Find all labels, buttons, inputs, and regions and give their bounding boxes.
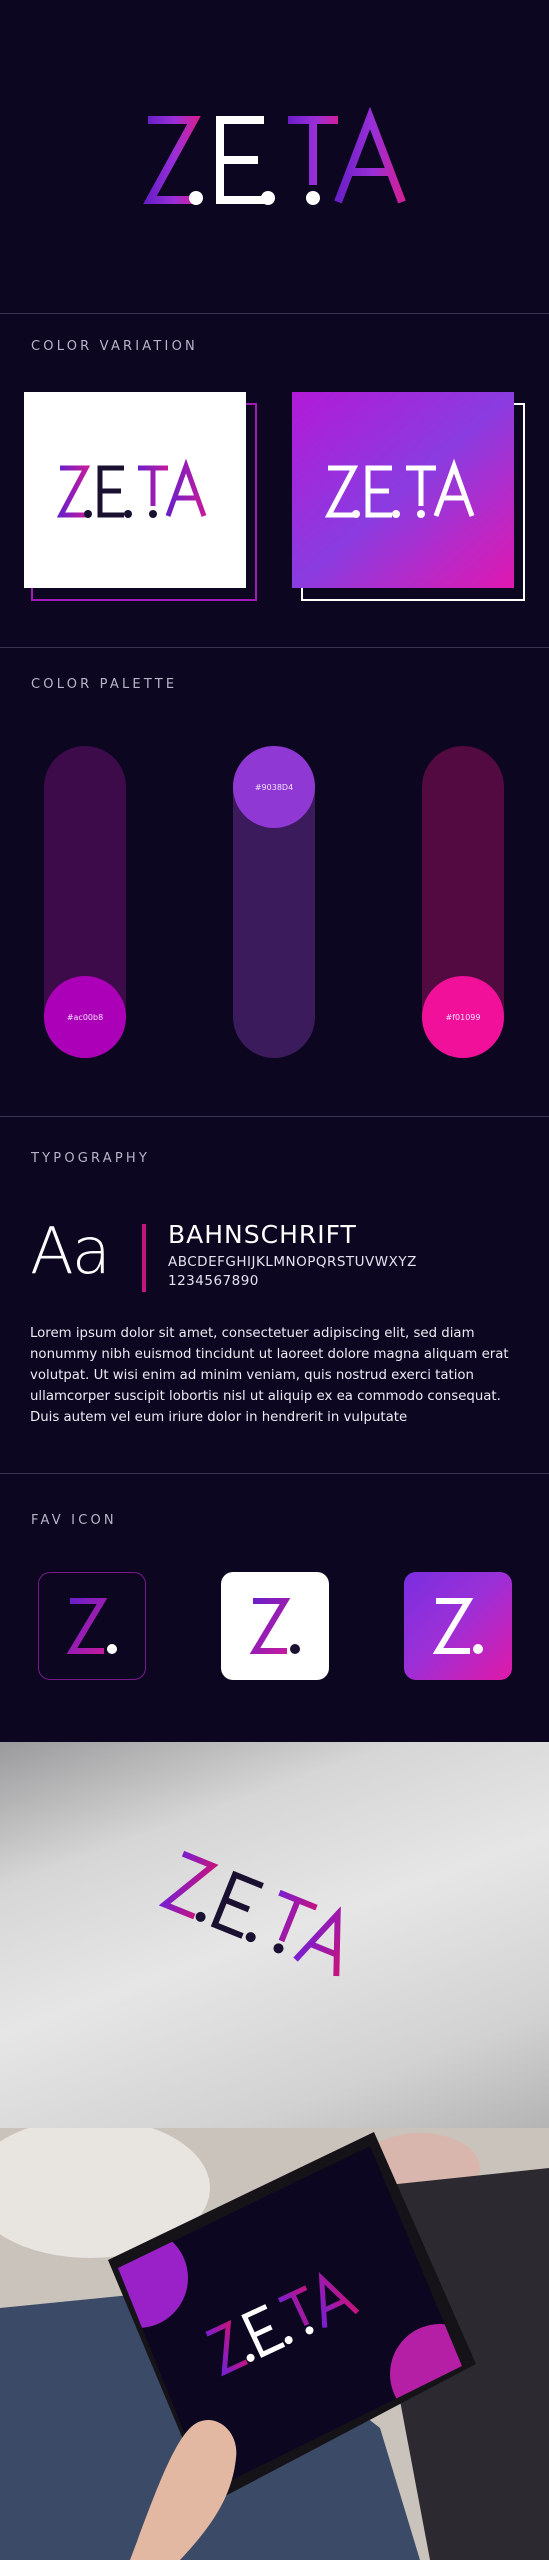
z-logo-icon (245, 1591, 305, 1661)
typeface-digits: 1234567890 (168, 1273, 259, 1289)
divider (0, 313, 549, 314)
typeface-name: BAHNSCHRIFT (168, 1220, 357, 1249)
divider (0, 1473, 549, 1474)
fav-icon-gradient (404, 1572, 512, 1680)
z-logo-icon (62, 1591, 122, 1661)
palette-swatch-1 (44, 976, 126, 1058)
logo-letter-a (338, 118, 402, 202)
section-heading-typography: TYPOGRAPHY (31, 1151, 150, 1166)
gradient-logo-card (292, 392, 514, 588)
paper-mockup (0, 1742, 549, 2128)
logo-letter-z (148, 120, 196, 200)
white-logo-card (24, 392, 246, 588)
logo-dot (261, 191, 275, 205)
palette-swatch-3 (422, 976, 504, 1058)
sample-paragraph: Lorem ipsum dolor sit amet, consectetuer adipiscing elit, sed diam nonummy nibh euismod tincidunt ut laoreet dolore magna aliquam erat volutpat. Ut wisi enim ad minim veniam, quis nostrud exerci tation ullamcorper suscipit lobortis nisl ut aliquip ex ea commodo consequat. Duis autem vel eum iriure dolor in hendrerit in vulputate (30, 1326, 509, 1425)
paper-logo-image (0, 1742, 549, 2128)
logo-dot (306, 191, 320, 205)
logo-letter-t (288, 120, 338, 185)
logo-dot (189, 191, 203, 205)
typography-accent-bar (142, 1224, 146, 1292)
palette-hex-label: #9038D4 (254, 782, 294, 792)
hero-logo (0, 0, 549, 313)
fav-icon-white (221, 1572, 329, 1680)
color-variation-cards (0, 380, 549, 610)
tablet-photo-image (0, 2128, 549, 2560)
section-heading-color-palette: COLOR PALETTE (31, 677, 178, 692)
z-logo-icon (428, 1591, 488, 1661)
section-heading-fav-icon: FAV ICON (31, 1513, 117, 1528)
palette-hex-label: #ac00b8 (66, 1012, 104, 1022)
typeface-alphabet: ABCDEFGHIJKLMNOPQRSTUVWXYZ (168, 1254, 417, 1270)
divider (0, 1116, 549, 1117)
tablet-mockup (0, 2128, 549, 2560)
palette-hex-label: #f01099 (445, 1012, 481, 1022)
fav-icon-dark (38, 1572, 146, 1680)
hero-section (0, 0, 549, 313)
section-heading-color-variation: COLOR VARIATION (31, 339, 198, 354)
palette-swatch-2 (233, 746, 315, 828)
typeface-sample-glyphs: Aa (30, 1215, 109, 1289)
divider (0, 647, 549, 648)
logo-letter-e (220, 120, 264, 200)
